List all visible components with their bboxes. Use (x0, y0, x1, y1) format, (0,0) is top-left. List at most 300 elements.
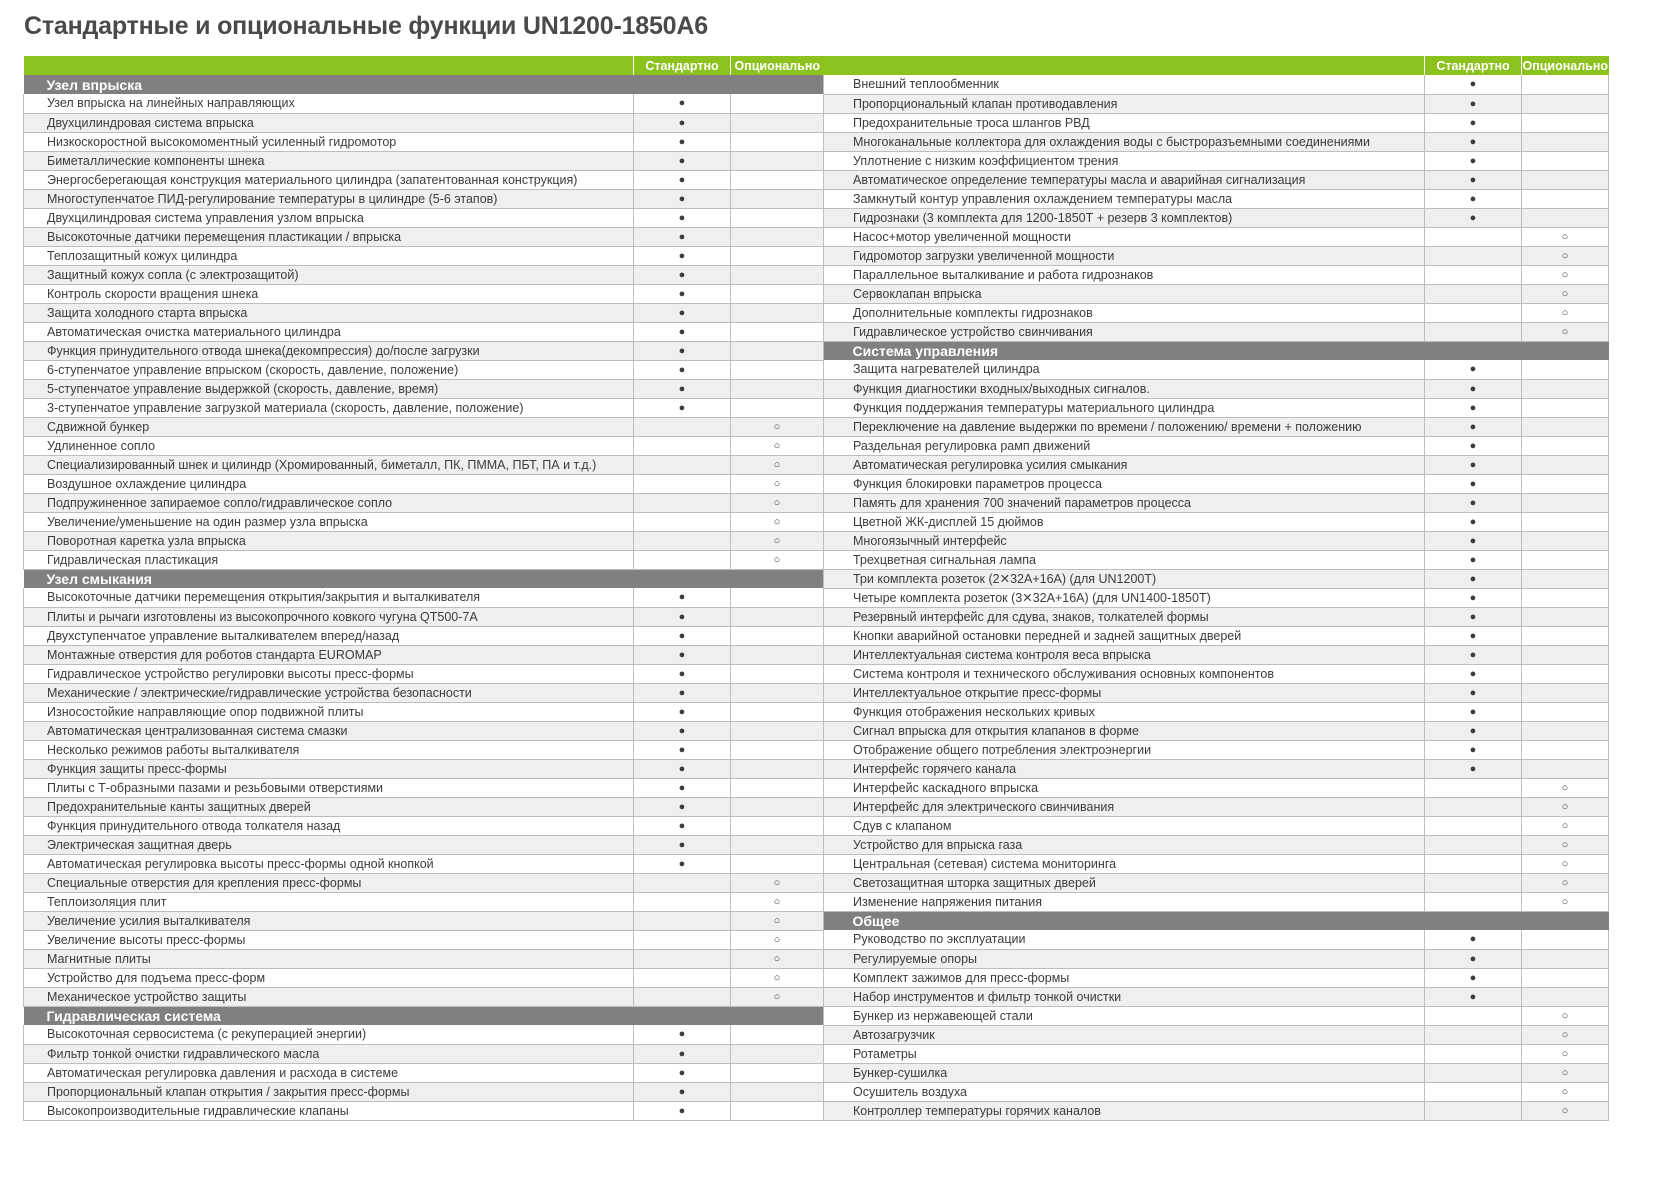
optional-mark (731, 607, 824, 626)
standard-mark: ● (634, 246, 731, 265)
optional-mark (731, 1025, 824, 1044)
table-row (24, 474, 824, 493)
table-row (24, 835, 824, 854)
table-row (24, 664, 824, 683)
table-row (24, 151, 824, 170)
optional-mark (1522, 968, 1609, 987)
feature-name: Сдвижной бункер (24, 417, 634, 436)
table-row (24, 360, 824, 379)
optional-mark (1522, 626, 1609, 645)
optional-mark (1522, 702, 1609, 721)
feature-name: Высокоточная сервосистема (с рекуперацией энергии) (24, 1025, 634, 1044)
optional-mark: ○ (731, 911, 824, 930)
optional-mark (731, 778, 824, 797)
standard-mark (1425, 322, 1522, 341)
table-row (24, 930, 824, 949)
standard-mark: ● (1425, 208, 1522, 227)
feature-name: Увеличение высоты пресс-формы (24, 930, 634, 949)
feature-name: Раздельная регулировка рамп движений (824, 436, 1425, 455)
feature-name: Функция отображения нескольких кривых (824, 702, 1425, 721)
feature-name: Энергосберегающая конструкция материального цилиндра (запатентованная конструкция) (24, 170, 634, 189)
feature-name: Функция принудительного отвода толкателя назад (24, 816, 634, 835)
feature-name: Бункер из нержавеющей стали (824, 1006, 1425, 1025)
standard-mark (634, 455, 731, 474)
standard-mark (634, 968, 731, 987)
optional-mark (1522, 75, 1609, 94)
optional-mark (1522, 930, 1609, 949)
table-row (824, 75, 1609, 94)
optional-mark (731, 151, 824, 170)
table-row (824, 569, 1609, 588)
standard-mark: ● (634, 702, 731, 721)
table-row (824, 227, 1609, 246)
feature-name: Теплозащитный кожух цилиндра (24, 246, 634, 265)
section-header (24, 75, 824, 94)
table-row (824, 949, 1609, 968)
feature-name: Цветной ЖК-дисплей 15 дюймов (824, 512, 1425, 531)
optional-column-header: Опционально (731, 56, 824, 75)
table-row (24, 816, 824, 835)
table-row (24, 1044, 824, 1063)
feature-name: Функция принудительного отвода шнека(декомпрессия) до/после загрузки (24, 341, 634, 360)
table-row (824, 1006, 1609, 1025)
table-row (824, 246, 1609, 265)
feature-name: Сдув с клапаном (824, 816, 1425, 835)
feature-name: Изменение напряжения питания (824, 892, 1425, 911)
table-row (24, 493, 824, 512)
table-row (824, 1082, 1609, 1101)
standard-mark: ● (634, 607, 731, 626)
feature-name: Параллельное выталкивание и работа гидрознаков (824, 265, 1425, 284)
optional-mark: ○ (1522, 284, 1609, 303)
section-header (824, 341, 1609, 360)
optional-mark: ○ (1522, 1101, 1609, 1120)
optional-mark: ○ (731, 930, 824, 949)
feature-name: Интерфейс для электрического свинчивания (824, 797, 1425, 816)
optional-mark: ○ (1522, 892, 1609, 911)
optional-mark (731, 816, 824, 835)
feature-name: Автоматическая регулировка высоты пресс-формы одной кнопкой (24, 854, 634, 873)
optional-mark (731, 284, 824, 303)
optional-mark: ○ (1522, 1063, 1609, 1082)
optional-mark (1522, 398, 1609, 417)
optional-mark (731, 759, 824, 778)
optional-mark (1522, 664, 1609, 683)
optional-mark (1522, 740, 1609, 759)
feature-name: Гидравлическая пластикация (24, 550, 634, 569)
table-row (824, 664, 1609, 683)
standard-mark: ● (1425, 531, 1522, 550)
standard-mark: ● (634, 759, 731, 778)
standard-mark (634, 512, 731, 531)
table-row (24, 455, 824, 474)
optional-mark (731, 1044, 824, 1063)
feature-name: Поворотная каретка узла впрыска (24, 531, 634, 550)
table-row (24, 702, 824, 721)
feature-name: Автоматическое определение температуры масла и аварийная сигнализация (824, 170, 1425, 189)
standard-mark: ● (1425, 436, 1522, 455)
feature-name: 5-ступенчатое управление выдержкой (скорость, давление, время) (24, 379, 634, 398)
table-row (24, 436, 824, 455)
section-title: Гидравлическая система (24, 1006, 824, 1025)
optional-mark (731, 322, 824, 341)
optional-mark (731, 379, 824, 398)
optional-mark (731, 683, 824, 702)
table-row (824, 417, 1609, 436)
feature-name: Многоязычный интерфейс (824, 531, 1425, 550)
table-row (824, 626, 1609, 645)
feature-name: Биметаллические компоненты шнека (24, 151, 634, 170)
feature-name: Четыре комплекта розеток (3✕32А+16А) (для UN1400-1850T) (824, 588, 1425, 607)
feature-name: Функция блокировки параметров процесса (824, 474, 1425, 493)
optional-mark: ○ (1522, 816, 1609, 835)
standard-mark: ● (1425, 94, 1522, 113)
optional-mark (731, 1082, 824, 1101)
table-row (24, 1101, 824, 1120)
feature-name: Предохранительные канты защитных дверей (24, 797, 634, 816)
standard-mark: ● (1425, 132, 1522, 151)
optional-mark (1522, 170, 1609, 189)
standard-mark: ● (634, 132, 731, 151)
table-row (24, 512, 824, 531)
optional-mark: ○ (1522, 265, 1609, 284)
standard-mark: ● (634, 379, 731, 398)
standard-mark (1425, 1101, 1522, 1120)
standard-mark (1425, 1006, 1522, 1025)
feature-name: Пропорциональный клапан открытия / закрытия пресс-формы (24, 1082, 634, 1101)
standard-mark: ● (634, 740, 731, 759)
standard-mark: ● (634, 265, 731, 284)
feature-name: Защита нагревателей цилиндра (824, 360, 1425, 379)
table-header-row (24, 56, 824, 75)
optional-column-header: Опционально (1522, 56, 1609, 75)
table-row (24, 968, 824, 987)
standard-mark (1425, 284, 1522, 303)
feature-name: Кнопки аварийной остановки передней и задней защитных дверей (824, 626, 1425, 645)
table-row (24, 284, 824, 303)
feature-name: Теплоизоляция плит (24, 892, 634, 911)
optional-mark (731, 94, 824, 113)
table-row (24, 987, 824, 1006)
optional-mark (1522, 113, 1609, 132)
feature-name: Отображение общего потребления электроэнергии (824, 740, 1425, 759)
feature-name: Память для хранения 700 значений параметров процесса (824, 493, 1425, 512)
standard-mark: ● (1425, 626, 1522, 645)
feature-name: Резервный интерфейс для сдува, знаков, толкателей формы (824, 607, 1425, 626)
table-row (824, 873, 1609, 892)
standard-mark (634, 873, 731, 892)
optional-mark (731, 1063, 824, 1082)
standard-mark: ● (634, 1063, 731, 1082)
standard-mark: ● (634, 398, 731, 417)
table-row (24, 1063, 824, 1082)
table-row (824, 721, 1609, 740)
feature-name: Многоступенчатое ПИД-регулирование температуры в цилиндре (5-6 этапов) (24, 189, 634, 208)
feature-name: Сервоклапан впрыска (824, 284, 1425, 303)
standard-mark: ● (1425, 550, 1522, 569)
feature-name: Ротаметры (824, 1044, 1425, 1063)
feature-name: Автоматическая регулировка усилия смыкания (824, 455, 1425, 474)
optional-mark (1522, 550, 1609, 569)
optional-mark: ○ (731, 968, 824, 987)
optional-mark (1522, 645, 1609, 664)
feature-name: Гидромотор загрузки увеличенной мощности (824, 246, 1425, 265)
table-row (24, 949, 824, 968)
standard-mark: ● (1425, 75, 1522, 94)
optional-mark (731, 740, 824, 759)
table-row (824, 113, 1609, 132)
optional-mark (1522, 417, 1609, 436)
section-header (24, 1006, 824, 1025)
table-row (824, 132, 1609, 151)
standard-mark: ● (1425, 493, 1522, 512)
table-row (24, 740, 824, 759)
standard-mark (1425, 873, 1522, 892)
section-title: Узел впрыска (24, 75, 824, 94)
feature-name: Дополнительные комплекты гидрознаков (824, 303, 1425, 322)
standard-mark (1425, 246, 1522, 265)
feature-name: Узел впрыска на линейных направляющих (24, 94, 634, 113)
feature-name: Внешний теплообменник (824, 75, 1425, 94)
table-row (24, 246, 824, 265)
table-row (824, 474, 1609, 493)
feature-name: 6-ступенчатое управление впрыском (скорость, давление, положение) (24, 360, 634, 379)
table-row (824, 702, 1609, 721)
table-row (24, 892, 824, 911)
table-row (24, 227, 824, 246)
standard-mark: ● (634, 1044, 731, 1063)
optional-mark: ○ (731, 512, 824, 531)
standard-mark: ● (634, 360, 731, 379)
optional-mark (1522, 512, 1609, 531)
feature-name: Центральная (сетевая) система мониторинга (824, 854, 1425, 873)
optional-mark (731, 208, 824, 227)
optional-mark (731, 246, 824, 265)
feature-name: Интеллектуальное открытие пресс-формы (824, 683, 1425, 702)
standard-mark: ● (1425, 930, 1522, 949)
table-row (824, 987, 1609, 1006)
optional-mark: ○ (1522, 1025, 1609, 1044)
table-row (824, 493, 1609, 512)
optional-mark (731, 664, 824, 683)
table-row (24, 797, 824, 816)
optional-mark (1522, 531, 1609, 550)
standard-mark: ● (1425, 474, 1522, 493)
optional-mark (1522, 94, 1609, 113)
feature-name: Устройство для подъема пресс-форм (24, 968, 634, 987)
table-row (824, 151, 1609, 170)
table-row (824, 1063, 1609, 1082)
optional-mark (731, 341, 824, 360)
table-row (824, 360, 1609, 379)
feature-name: Механическое устройство защиты (24, 987, 634, 1006)
table-row (824, 778, 1609, 797)
feature-name: Плиты и рычаги изготовлены из высокопрочного ковкого чугуна QT500-7A (24, 607, 634, 626)
optional-mark: ○ (731, 987, 824, 1006)
optional-mark (1522, 455, 1609, 474)
feature-name: Двухступенчатое управление выталкивателем вперед/назад (24, 626, 634, 645)
feature-name: Специализированный шнек и цилиндр (Хромированный, биметалл, ПК, ПММА, ПБТ, ПА и т.д.) (24, 455, 634, 474)
table-row (24, 113, 824, 132)
feature-name: Интеллектуальная система контроля веса впрыска (824, 645, 1425, 664)
table-row (824, 398, 1609, 417)
table-row (824, 759, 1609, 778)
standard-mark (634, 987, 731, 1006)
standard-mark: ● (634, 854, 731, 873)
optional-mark: ○ (731, 873, 824, 892)
standard-mark: ● (1425, 968, 1522, 987)
optional-mark (731, 854, 824, 873)
optional-mark: ○ (1522, 1006, 1609, 1025)
standard-mark: ● (634, 208, 731, 227)
standard-mark: ● (634, 189, 731, 208)
feature-column-header (824, 56, 1425, 75)
feature-name: Двухцилиндровая система управления узлом впрыска (24, 208, 634, 227)
standard-mark (634, 531, 731, 550)
optional-mark (1522, 151, 1609, 170)
optional-mark (731, 113, 824, 132)
standard-mark: ● (634, 341, 731, 360)
standard-mark (1425, 1082, 1522, 1101)
standard-mark: ● (1425, 512, 1522, 531)
standard-mark (634, 949, 731, 968)
feature-name: Увеличение/уменьшение на один размер узла впрыска (24, 512, 634, 531)
standard-mark: ● (634, 816, 731, 835)
feature-name: Гидравлическое устройство свинчивания (824, 322, 1425, 341)
feature-name: Электрическая защитная дверь (24, 835, 634, 854)
optional-mark: ○ (731, 949, 824, 968)
standard-mark: ● (1425, 360, 1522, 379)
optional-mark (1522, 949, 1609, 968)
feature-name: Специальные отверстия для крепления пресс-формы (24, 873, 634, 892)
feature-name: Руководство по эксплуатации (824, 930, 1425, 949)
standard-mark: ● (634, 626, 731, 645)
optional-mark (731, 588, 824, 607)
optional-mark (1522, 759, 1609, 778)
standard-mark: ● (634, 664, 731, 683)
table-row (24, 854, 824, 873)
table-row (824, 455, 1609, 474)
optional-mark: ○ (1522, 227, 1609, 246)
table-row (824, 512, 1609, 531)
feature-name: Устройство для впрыска газа (824, 835, 1425, 854)
table-row (24, 1082, 824, 1101)
standard-mark: ● (634, 94, 731, 113)
section-title: Система управления (824, 341, 1609, 360)
table-row (24, 265, 824, 284)
optional-mark (731, 227, 824, 246)
optional-mark: ○ (1522, 303, 1609, 322)
standard-mark: ● (1425, 455, 1522, 474)
feature-name: Воздушное охлаждение цилиндра (24, 474, 634, 493)
table-row (824, 436, 1609, 455)
standard-mark (1425, 1063, 1522, 1082)
feature-name: Высокоточные датчики перемещения пластикации / впрыска (24, 227, 634, 246)
optional-mark: ○ (731, 531, 824, 550)
table-row (824, 854, 1609, 873)
standard-mark: ● (1425, 949, 1522, 968)
optional-mark: ○ (1522, 322, 1609, 341)
table-row (824, 588, 1609, 607)
optional-mark (731, 645, 824, 664)
standard-mark: ● (1425, 569, 1522, 588)
standard-column-header: Стандартно (634, 56, 731, 75)
standard-mark: ● (634, 1025, 731, 1044)
standard-mark: ● (634, 322, 731, 341)
feature-name: Гидравлическое устройство регулировки высоты пресс-формы (24, 664, 634, 683)
table-row (824, 170, 1609, 189)
optional-mark (1522, 208, 1609, 227)
feature-name: Насос+мотор увеличенной мощности (824, 227, 1425, 246)
optional-mark: ○ (731, 455, 824, 474)
section-header (824, 911, 1609, 930)
table-row (824, 683, 1609, 702)
optional-mark: ○ (731, 550, 824, 569)
feature-name: Монтажные отверстия для роботов стандарта EUROMAP (24, 645, 634, 664)
optional-mark (1522, 132, 1609, 151)
optional-mark (731, 189, 824, 208)
optional-mark (731, 265, 824, 284)
standard-mark (634, 474, 731, 493)
optional-mark (731, 1101, 824, 1120)
optional-mark (1522, 588, 1609, 607)
feature-name: Износостойкие направляющие опор подвижной плиты (24, 702, 634, 721)
standard-mark: ● (634, 227, 731, 246)
optional-mark (731, 721, 824, 740)
standard-mark (634, 930, 731, 949)
section-title: Общее (824, 911, 1609, 930)
optional-mark (1522, 569, 1609, 588)
feature-name: Светозащитная шторка защитных дверей (824, 873, 1425, 892)
table-row (824, 94, 1609, 113)
optional-mark (731, 360, 824, 379)
feature-name: Подпружиненное запираемое сопло/гидравлическое сопло (24, 493, 634, 512)
optional-mark (1522, 436, 1609, 455)
feature-name: Защитный кожух сопла (с электрозащитой) (24, 265, 634, 284)
table-row (824, 607, 1609, 626)
standard-mark: ● (634, 721, 731, 740)
feature-table-left (23, 56, 824, 1121)
feature-name: Замкнутый контур управления охлаждением температуры масла (824, 189, 1425, 208)
section-header (24, 569, 824, 588)
optional-mark (1522, 189, 1609, 208)
feature-name: Автозагрузчик (824, 1025, 1425, 1044)
optional-mark: ○ (731, 892, 824, 911)
feature-name: Увеличение усилия выталкивателя (24, 911, 634, 930)
feature-name: Высокоточные датчики перемещения открытия/закрытия и выталкивателя (24, 588, 634, 607)
table-row (24, 189, 824, 208)
optional-mark (731, 797, 824, 816)
standard-mark (1425, 892, 1522, 911)
standard-mark (1425, 778, 1522, 797)
table-row (824, 1101, 1609, 1120)
table-row (824, 303, 1609, 322)
section-title: Узел смыкания (24, 569, 824, 588)
optional-mark: ○ (1522, 854, 1609, 873)
standard-mark: ● (634, 113, 731, 132)
standard-mark: ● (1425, 759, 1522, 778)
feature-name: Фильтр тонкой очистки гидравлического масла (24, 1044, 634, 1063)
feature-name: Сигнал впрыска для открытия клапанов в форме (824, 721, 1425, 740)
optional-mark (731, 398, 824, 417)
table-row (824, 930, 1609, 949)
standard-mark (634, 892, 731, 911)
table-header-row (824, 56, 1609, 75)
table-row (24, 873, 824, 892)
table-row (24, 379, 824, 398)
feature-name: Пропорциональный клапан противодавления (824, 94, 1425, 113)
optional-mark: ○ (1522, 778, 1609, 797)
